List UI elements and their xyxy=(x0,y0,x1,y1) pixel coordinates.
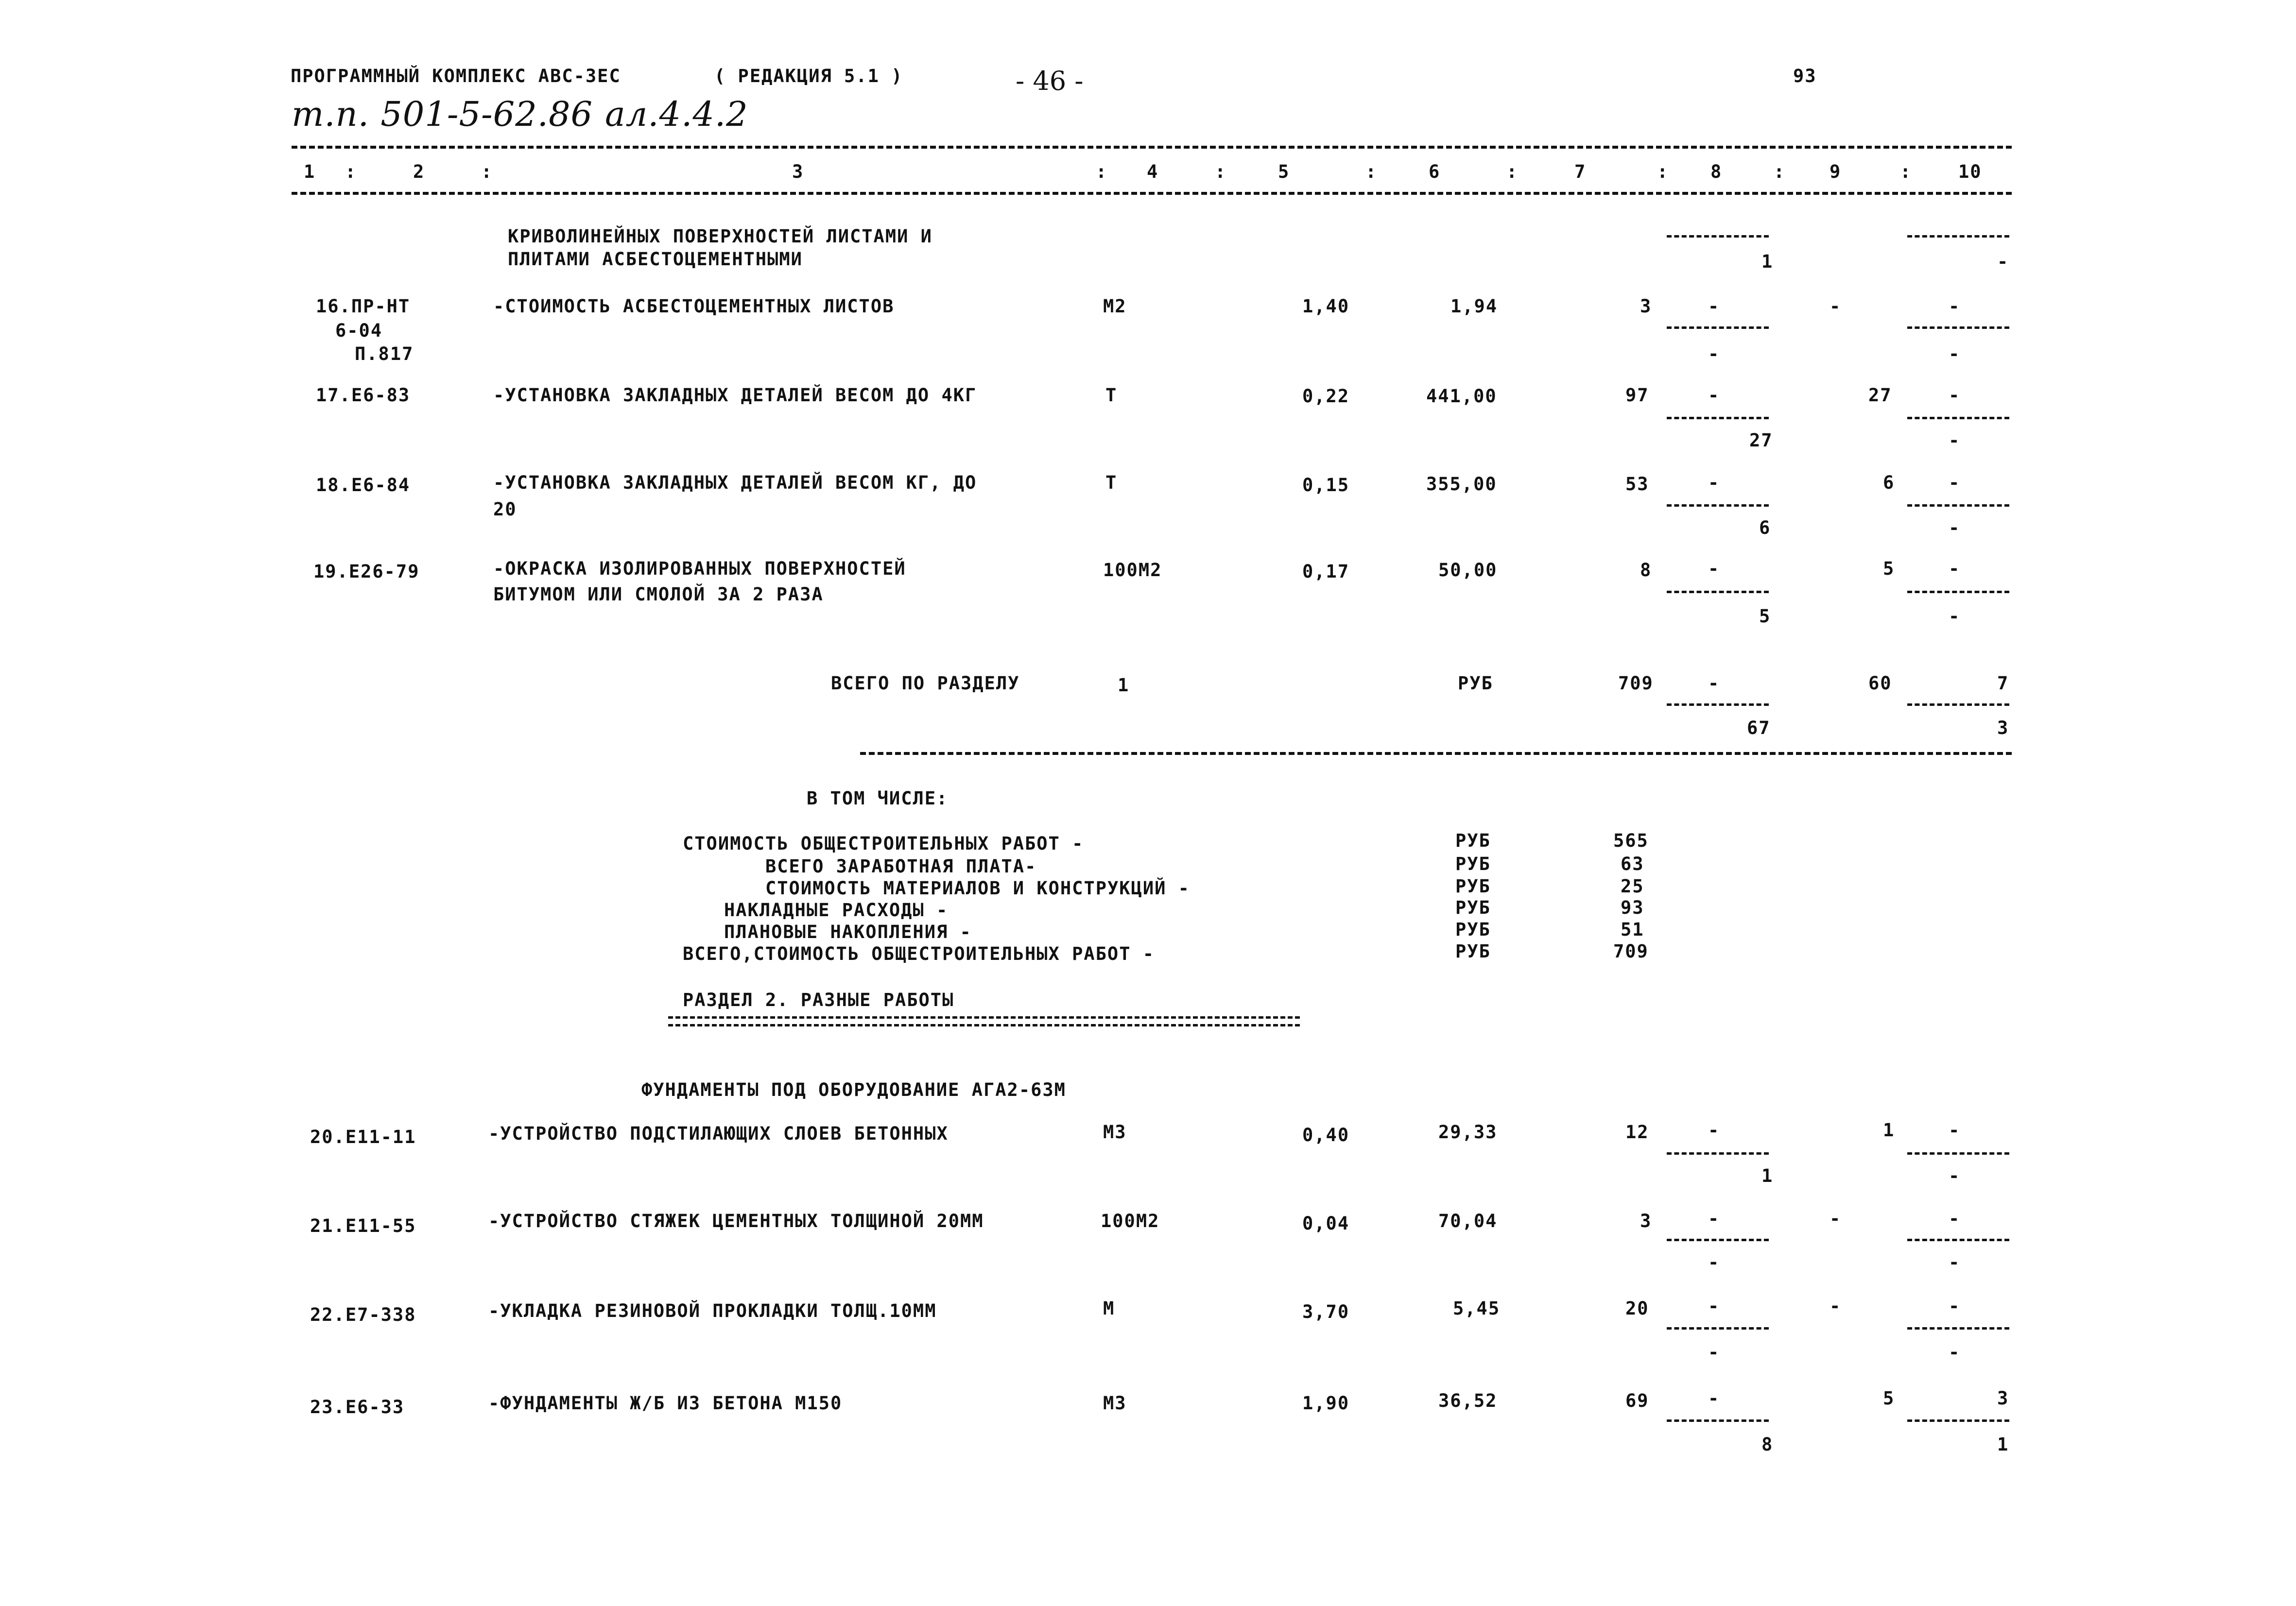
row-c10-top: 3 xyxy=(1997,1388,2009,1409)
row-description: -ФУНДАМЕНТЫ Ж/Б ИЗ БЕТОНА М150 xyxy=(488,1393,843,1414)
including-item-value: 565 xyxy=(1613,830,1649,851)
including-item-unit: РУБ xyxy=(1455,897,1491,918)
row-price: 70,04 xyxy=(1438,1211,1498,1231)
album-number: ал.4.4.2 xyxy=(605,94,748,134)
row-description: -УСТРОЙСТВО СТЯЖЕК ЦЕМЕНТНЫХ ТОЛЩИНОЙ 20ММ xyxy=(488,1211,984,1231)
fraction-line xyxy=(1907,591,2009,593)
row-c8-bottom: - xyxy=(1708,343,1720,364)
row-code-line-3: П.817 xyxy=(355,343,414,364)
fraction-line xyxy=(1907,1419,2009,1422)
total-c9: 60 xyxy=(1868,673,1892,694)
including-item-label: НАКЛАДНЫЕ РАСХОДЫ - xyxy=(724,900,949,921)
total-section-number: 1 xyxy=(1118,675,1130,696)
row-c8-bottom: - xyxy=(1708,1342,1720,1363)
fraction-line xyxy=(1667,326,1769,329)
fraction-line xyxy=(1907,703,2009,706)
row-code: 20.Е11-11 xyxy=(310,1127,416,1147)
row-code: 17.Е6-83 xyxy=(316,385,411,406)
section-2-title: РАЗДЕЛ 2. РАЗНЫЕ РАБОТЫ xyxy=(683,990,954,1010)
row-price: 355,00 xyxy=(1426,474,1497,495)
fraction-line xyxy=(1907,326,2009,329)
column-header-8: 8 xyxy=(1710,161,1723,182)
row-c8-top: - xyxy=(1708,1208,1720,1229)
row-c7: 8 xyxy=(1640,560,1652,581)
intro-c8-bottom: 1 xyxy=(1761,251,1774,272)
total-c7: 709 xyxy=(1618,673,1654,694)
row-c7: 53 xyxy=(1625,474,1649,495)
row-c10-top: - xyxy=(1949,1208,1961,1229)
row-quantity: 0,40 xyxy=(1302,1125,1350,1145)
total-c8-bottom: 67 xyxy=(1747,718,1771,738)
column-header-6: 6 xyxy=(1429,161,1441,182)
including-item-value: 709 xyxy=(1613,941,1649,962)
row-c9: - xyxy=(1830,1208,1842,1229)
row-c8-top: - xyxy=(1708,558,1720,579)
row-unit: Т xyxy=(1105,472,1118,493)
row-quantity: 0,04 xyxy=(1302,1213,1350,1234)
including-item-label: СТОИМОСТЬ МАТЕРИАЛОВ И КОНСТРУКЦИЙ - xyxy=(765,878,1190,899)
row-c7: 3 xyxy=(1640,296,1652,317)
including-item-value: 93 xyxy=(1621,897,1644,918)
row-c10-bottom: 1 xyxy=(1997,1434,2009,1455)
row-code: 23.Е6-33 xyxy=(310,1397,405,1418)
row-quantity: 0,15 xyxy=(1302,475,1350,495)
fraction-line xyxy=(1667,591,1769,593)
including-title: В ТОМ ЧИСЛЕ: xyxy=(807,788,949,809)
row-c10-top: - xyxy=(1949,558,1961,579)
column-header-9: 9 xyxy=(1830,161,1842,182)
total-unit: РУБ xyxy=(1458,673,1493,694)
row-c9: 5 xyxy=(1883,558,1895,579)
column-header-5: 5 xyxy=(1278,161,1290,182)
total-c10-top: 7 xyxy=(1997,673,2009,694)
row-c7: 3 xyxy=(1640,1211,1652,1231)
row-c8-bottom: 8 xyxy=(1761,1434,1774,1455)
row-description: -СТОИМОСТЬ АСБЕСТОЦЕМЕНТНЫХ ЛИСТОВ xyxy=(493,296,895,317)
including-item-unit: РУБ xyxy=(1455,854,1491,874)
column-separator: : xyxy=(481,161,493,182)
edition-label: ( РЕДАКЦИЯ 5.1 ) xyxy=(714,66,903,86)
fraction-line xyxy=(1667,1327,1769,1330)
fraction-line xyxy=(1667,703,1769,706)
row-description: -УСТАНОВКА ЗАКЛАДНЫХ ДЕТАЛЕЙ ВЕСОМ ДО 4КГ xyxy=(493,385,977,406)
row-price: 50,00 xyxy=(1438,560,1498,581)
row-unit: 100М2 xyxy=(1103,560,1162,581)
including-item-label: ВСЕГО,СТОИМОСТЬ ОБЩЕСТРОИТЕЛЬНЫХ РАБОТ - xyxy=(683,943,1155,964)
total-c10-bottom: 3 xyxy=(1997,718,2009,738)
row-code: 18.Е6-84 xyxy=(316,475,411,495)
row-code: 22.Е7-338 xyxy=(310,1304,416,1325)
header-rule-top xyxy=(292,146,2012,149)
row-c8-top: - xyxy=(1708,472,1720,493)
column-separator: : xyxy=(1900,161,1912,182)
row-c8-top: - xyxy=(1708,1296,1720,1316)
row-quantity: 1,90 xyxy=(1302,1393,1350,1414)
fraction-line xyxy=(1667,1419,1769,1422)
including-item-label: ВСЕГО ЗАРАБОТНАЯ ПЛАТА- xyxy=(765,856,1037,877)
row-price: 29,33 xyxy=(1438,1122,1498,1143)
row-c10-bottom: - xyxy=(1949,1342,1961,1363)
row-c8-top: - xyxy=(1708,1388,1720,1409)
row-description: -УСТРОЙСТВО ПОДСТИЛАЮЩИХ СЛОЕВ БЕТОННЫХ xyxy=(488,1123,949,1144)
row-unit: М xyxy=(1103,1298,1115,1319)
fraction-line xyxy=(1667,504,1769,507)
intro-c10-bottom: - xyxy=(1997,251,2009,272)
fraction-line xyxy=(1907,1327,2009,1330)
including-item-value: 51 xyxy=(1621,919,1644,940)
row-code: 21.Е11-55 xyxy=(310,1215,416,1236)
row-c9: 27 xyxy=(1868,385,1892,406)
header-rule-bottom xyxy=(292,192,2012,195)
row-price: 5,45 xyxy=(1453,1298,1501,1319)
row-c10-top: - xyxy=(1949,1296,1961,1316)
row-c10-bottom: - xyxy=(1949,343,1961,364)
section-2-subtitle: ФУНДАМЕНТЫ ПОД ОБОРУДОВАНИЕ АГА2-63М xyxy=(641,1079,1066,1100)
including-item-unit: РУБ xyxy=(1455,941,1491,962)
row-c8-bottom: 5 xyxy=(1759,606,1771,627)
row-price: 441,00 xyxy=(1426,386,1497,407)
row-c10-bottom: - xyxy=(1949,1165,1961,1186)
row-unit: М2 xyxy=(1103,296,1127,317)
column-separator: : xyxy=(1657,161,1669,182)
row-c8-top: - xyxy=(1708,1120,1720,1141)
row-c9: 5 xyxy=(1883,1388,1895,1409)
fraction-line xyxy=(1667,1239,1769,1241)
row-quantity: 0,17 xyxy=(1302,561,1350,582)
row-code: 16.ПР-НТ xyxy=(316,296,411,317)
row-c10-top: - xyxy=(1949,1120,1961,1141)
row-unit: М3 xyxy=(1103,1122,1127,1143)
project-code: т.п. 501-5-62.86 xyxy=(292,94,593,134)
row-c10-top: - xyxy=(1949,472,1961,493)
section-2-underline xyxy=(668,1016,1300,1019)
row-c7: 69 xyxy=(1625,1390,1649,1411)
row-c8-top: - xyxy=(1708,385,1720,406)
row-description-line-2: 20 xyxy=(493,499,517,520)
fraction-line xyxy=(1907,235,2009,238)
row-description: -УКЛАДКА РЕЗИНОВОЙ ПРОКЛАДКИ ТОЛЩ.10ММ xyxy=(488,1300,937,1321)
row-c8-bottom: 6 xyxy=(1759,517,1771,538)
total-label: ВСЕГО ПО РАЗДЕЛУ xyxy=(831,673,1020,694)
row-price: 1,94 xyxy=(1450,296,1498,317)
row-description: -ОКРАСКА ИЗОЛИРОВАННЫХ ПОВЕРХНОСТЕЙ xyxy=(493,558,906,579)
row-quantity: 0,22 xyxy=(1302,386,1350,407)
row-c10-top: - xyxy=(1949,296,1961,317)
column-separator: : xyxy=(1506,161,1519,182)
fraction-line xyxy=(1667,1152,1769,1155)
row-c8-bottom: 1 xyxy=(1761,1165,1774,1186)
fraction-line xyxy=(1907,417,2009,419)
including-item-value: 25 xyxy=(1621,876,1644,897)
column-separator: : xyxy=(345,161,357,182)
fraction-line xyxy=(1667,417,1769,419)
page-number: - 46 - xyxy=(1016,66,1084,96)
fraction-line xyxy=(1667,235,1769,238)
section-2-underline xyxy=(668,1024,1300,1026)
row-c9: - xyxy=(1830,296,1842,317)
including-item-unit: РУБ xyxy=(1455,830,1491,851)
total-rule xyxy=(860,752,2012,755)
row-c9: 6 xyxy=(1883,472,1895,493)
intro-line-2: ПЛИТАМИ АСБЕСТОЦЕМЕНТНЫМИ xyxy=(508,249,803,270)
row-c8-top: - xyxy=(1708,296,1720,317)
row-quantity: 3,70 xyxy=(1302,1301,1350,1322)
row-c10-bottom: - xyxy=(1949,1252,1961,1273)
row-c8-bottom: - xyxy=(1708,1252,1720,1273)
column-header-2: 2 xyxy=(413,161,425,182)
row-c7: 97 xyxy=(1625,385,1649,406)
row-c8-bottom: 27 xyxy=(1749,430,1773,451)
row-unit: Т xyxy=(1105,385,1118,406)
column-header-4: 4 xyxy=(1147,161,1159,182)
including-item-unit: РУБ xyxy=(1455,876,1491,897)
row-code: 19.Е26-79 xyxy=(313,561,420,582)
total-c8-top: - xyxy=(1708,673,1720,694)
column-header-10: 10 xyxy=(1958,161,1982,182)
column-header-7: 7 xyxy=(1574,161,1587,182)
including-item-label: СТОИМОСТЬ ОБЩЕСТРОИТЕЛЬНЫХ РАБОТ - xyxy=(683,833,1084,854)
row-c7: 12 xyxy=(1625,1122,1649,1143)
including-item-label: ПЛАНОВЫЕ НАКОПЛЕНИЯ - xyxy=(724,922,972,942)
column-separator: : xyxy=(1774,161,1786,182)
row-c9: 1 xyxy=(1883,1120,1895,1141)
row-quantity: 1,40 xyxy=(1302,296,1350,317)
fraction-line xyxy=(1907,504,2009,507)
program-title: ПРОГРАММНЫЙ КОМПЛЕКС АВС-3ЕС xyxy=(291,66,621,86)
row-unit: 100М2 xyxy=(1101,1211,1160,1231)
column-header-1: 1 xyxy=(304,161,316,182)
row-price: 36,52 xyxy=(1438,1390,1498,1411)
row-c7: 20 xyxy=(1625,1298,1649,1319)
column-separator: : xyxy=(1096,161,1108,182)
fraction-line xyxy=(1907,1239,2009,1241)
including-item-value: 63 xyxy=(1621,854,1644,874)
row-description: -УСТАНОВКА ЗАКЛАДНЫХ ДЕТАЛЕЙ ВЕСОМ КГ, ДО xyxy=(493,472,977,493)
column-separator: : xyxy=(1215,161,1227,182)
row-unit: М3 xyxy=(1103,1393,1127,1414)
column-separator: : xyxy=(1365,161,1378,182)
column-header-3: 3 xyxy=(792,161,804,182)
row-c9: - xyxy=(1830,1296,1842,1316)
row-c10-bottom: - xyxy=(1949,430,1961,451)
sheet-number: 93 xyxy=(1793,66,1817,86)
row-c10-top: - xyxy=(1949,385,1961,406)
row-c10-bottom: - xyxy=(1949,517,1961,538)
row-c10-bottom: - xyxy=(1949,606,1961,627)
including-item-unit: РУБ xyxy=(1455,919,1491,940)
intro-line-1: КРИВОЛИНЕЙНЫХ ПОВЕРХНОСТЕЙ ЛИСТАМИ И xyxy=(508,226,932,247)
fraction-line xyxy=(1907,1152,2009,1155)
row-description-line-2: БИТУМОМ ИЛИ СМОЛОЙ ЗА 2 РАЗА xyxy=(493,584,824,605)
row-code-line-2: 6-04 xyxy=(335,320,383,341)
